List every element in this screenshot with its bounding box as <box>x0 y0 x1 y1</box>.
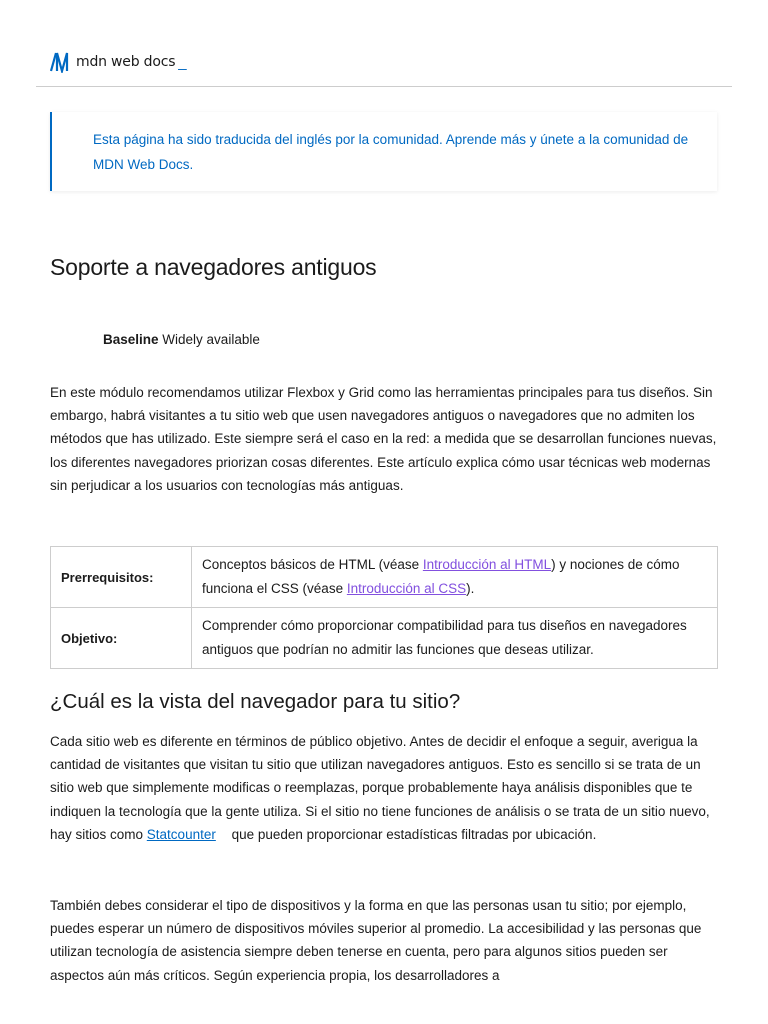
header-divider <box>36 86 732 87</box>
prerequisites-table <box>50 546 718 669</box>
prereq-text-2: ) y nociones de cómo funciona el CSS (véase <box>202 557 680 596</box>
prereq-cell <box>192 547 718 608</box>
baseline-label: Baseline <box>103 332 159 347</box>
objective-cell: Comprender cómo proporcionar compatibilidad para tus diseños en navegadores antiguos que podrían no admitir las funciones que deseas utilizar. <box>192 608 718 669</box>
link-statcounter[interactable]: Statcounter <box>146 826 216 842</box>
table-row-prerequisites <box>51 547 718 608</box>
table-row-objective <box>51 608 718 669</box>
intro-paragraph: En este módulo recomendamos utilizar Flexbox y Grid como las herramientas principales para tus diseños. Sin embargo, habrá visitantes a tu sitio web que usen navegadores antiguos o navegadores que no admiten los métodos que has utilizado. Este siempre será el caso en la red: a medida que se desarrollan funciones nuevas, los diferentes navegadores priorizan cosas diferentes. Este artículo explica cómo usar técnicas web modernas sin perjudicar a los usuarios con tecnologías más antiguas. <box>50 385 717 493</box>
mdn-m-icon <box>50 51 72 73</box>
logo-underscore: _ <box>178 53 187 71</box>
section-paragraph-1 <box>50 730 720 846</box>
baseline-status: Widely available <box>162 332 260 347</box>
logo-text: mdn web docs <box>76 54 176 70</box>
prereq-text-1: Conceptos básicos de HTML (véase <box>202 557 423 572</box>
prereq-label: Prerrequisitos: <box>51 547 192 608</box>
objective-label: Objetivo: <box>51 608 192 669</box>
translation-notice <box>50 112 717 191</box>
mdn-logo-link[interactable] <box>50 50 187 74</box>
baseline-badge <box>103 332 260 347</box>
site-header <box>0 0 768 88</box>
notice-text[interactable]: Esta página ha sido traducida del inglés por la comunidad. Aprende más y únete a la comunidad de MDN Web Docs. <box>93 132 689 172</box>
link-intro-css[interactable]: Introducción al CSS <box>346 581 467 596</box>
section-paragraph-2: También debes considerar el tipo de dispositivos y la forma en que las personas usan tu sitio; por ejemplo, puedes esperar un número de dispositivos móviles superior al promedio. La accesibilidad y las personas que utilizan tecnología de asistencia siempre deben tenerse en cuenta, pero para algunos sitios pueden ser aspectos aún más críticos. Según experiencia propia, los desarrolladores a <box>50 898 702 983</box>
prereq-text-3: ). <box>466 581 475 596</box>
section-title: ¿Cuál es la vista del navegador para tu sitio? <box>50 690 461 713</box>
section-p1-text-2: que pueden proporcionar estadísticas filtradas por ubicación. <box>227 826 597 842</box>
section-p1-text-1: Cada sitio web es diferente en términos de público objetivo. Antes de decidir el enfoque a seguir, averigua la cantidad de visitantes que visitan tu sitio que utilizan navegadores antiguos. Esto es sencillo si se trata de un sitio web que simplemente modificas o reemplazas, porque probablemente haya análisis disponibles que te indiquen la tecnología que la gente utiliza. Si el sitio no tiene funciones de análisis o se trata de un sitio nuevo, hay sitios como <box>50 734 710 842</box>
link-intro-html[interactable]: Introducción al HTML <box>422 557 552 572</box>
page-title: Soporte a navegadores antiguos <box>50 254 377 280</box>
